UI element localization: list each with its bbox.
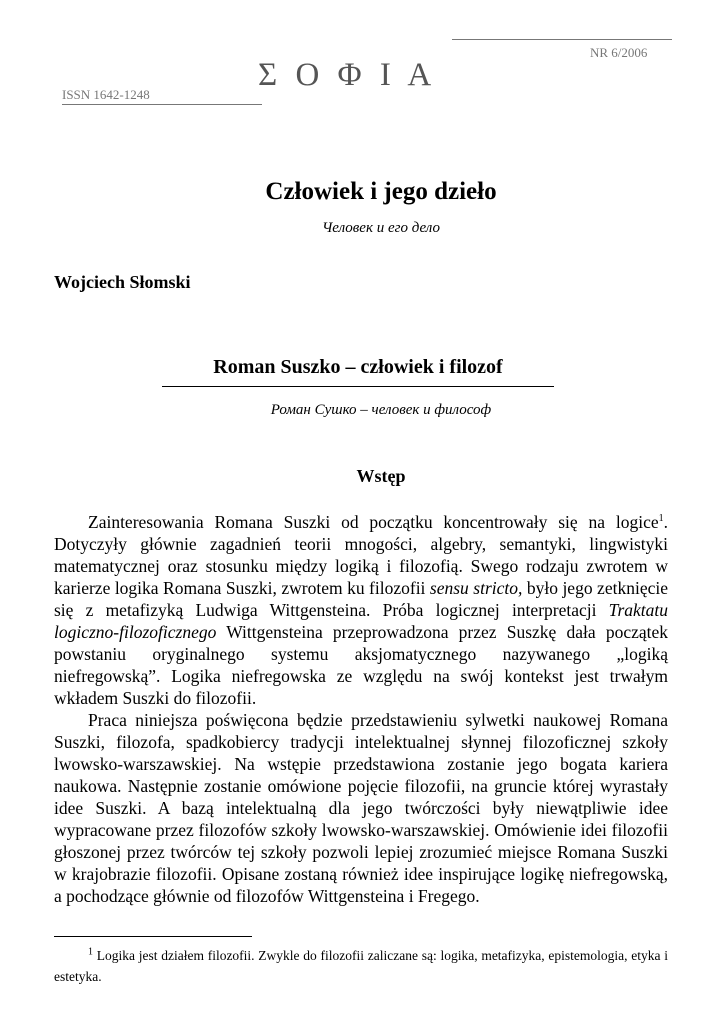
section-subtitle: Человек и его дело	[321, 220, 441, 236]
journal-title: Σ Ο Φ Ι Α	[258, 57, 434, 93]
footnote	[54, 945, 668, 987]
text-run: . Dotyczyły głównie zagadnień teorii mnogości, algebry, semantyki, lingwistyki matematycznej oraz stosunku między logiką i filozofią. Swego rodzaju zwrotem w karierze logika Romana Suszki, zwrotem ku filozofii	[54, 512, 668, 598]
italic-text: sensu stricto,	[429, 578, 523, 598]
body-text	[54, 511, 668, 907]
footnote-ref: 1	[658, 513, 664, 525]
footnote-rule	[54, 936, 252, 937]
article-title: Roman Suszko – człowiek i filozof	[213, 356, 503, 378]
article-title-rule	[162, 386, 554, 387]
issn: ISSN 1642-1248	[62, 87, 262, 105]
author-name: Wojciech Słomski	[54, 272, 191, 292]
paragraph	[54, 511, 668, 709]
footnote-marker: 1	[88, 946, 93, 958]
text-run: Zainteresowania Romana Suszki od początku koncentrowały się na logice	[88, 512, 659, 532]
header-top-rule	[452, 39, 672, 40]
footnote-text: Logika jest działem filozofii. Zwykle do filozofii zaliczane są: logika, metafizyka, epistemologia, etyka i estetyka.	[54, 948, 668, 984]
article-subtitle: Роман Сушко – человек и философ	[270, 402, 492, 418]
text-run: Wittgensteina przeprowadzona przez Suszkę dała początek powstaniu oryginalnego systemu aksjomatycznego nazywanego „logiką niefregowską”. Logika niefregowska ze względu na swój kontekst jest trwałym wkładem Suszki do filozofii.	[54, 622, 668, 708]
issue-number: NR 6/2006	[590, 45, 648, 60]
section-title: Człowiek i jego dzieło	[265, 178, 497, 205]
italic-text: Traktatu logiczno-filozoficznego	[54, 600, 668, 642]
paragraph: Praca niniejsza poświęcona będzie przedstawieniu sylwetki naukowej Romana Suszki, filozofa, spadkobiercy tradycji intelektualnej słynnej filozoficznej szkoły lwowsko-warszawskiej. Na wstępie przedstawiona zostanie jego bogata kariera naukowa. Następnie zostanie omówione pojęcie filozofii, na gruncie której wyrastały idee Suszki. A bazą intelektualną dla jego twórczości były niewątpliwie idee wypracowane przez filozofów szkoły lwowsko-warszawskiej. Omówienie idei filozofii głoszonej przez twórców tej szkoły pozwoli lepiej zrozumieć miejsce Romana Suszki w krajobrazie filozofii. Opisane zostaną również idee inspirujące logikę niefregowską, a pochodzące głównie od filozofów Wittgensteina i Fregego.	[54, 710, 668, 906]
text-run: było jego zetknięcie się z metafizyką Ludwiga Wittgensteina. Próba logicznej interpretacji	[54, 578, 668, 620]
section-heading: Wstęp	[356, 466, 406, 486]
